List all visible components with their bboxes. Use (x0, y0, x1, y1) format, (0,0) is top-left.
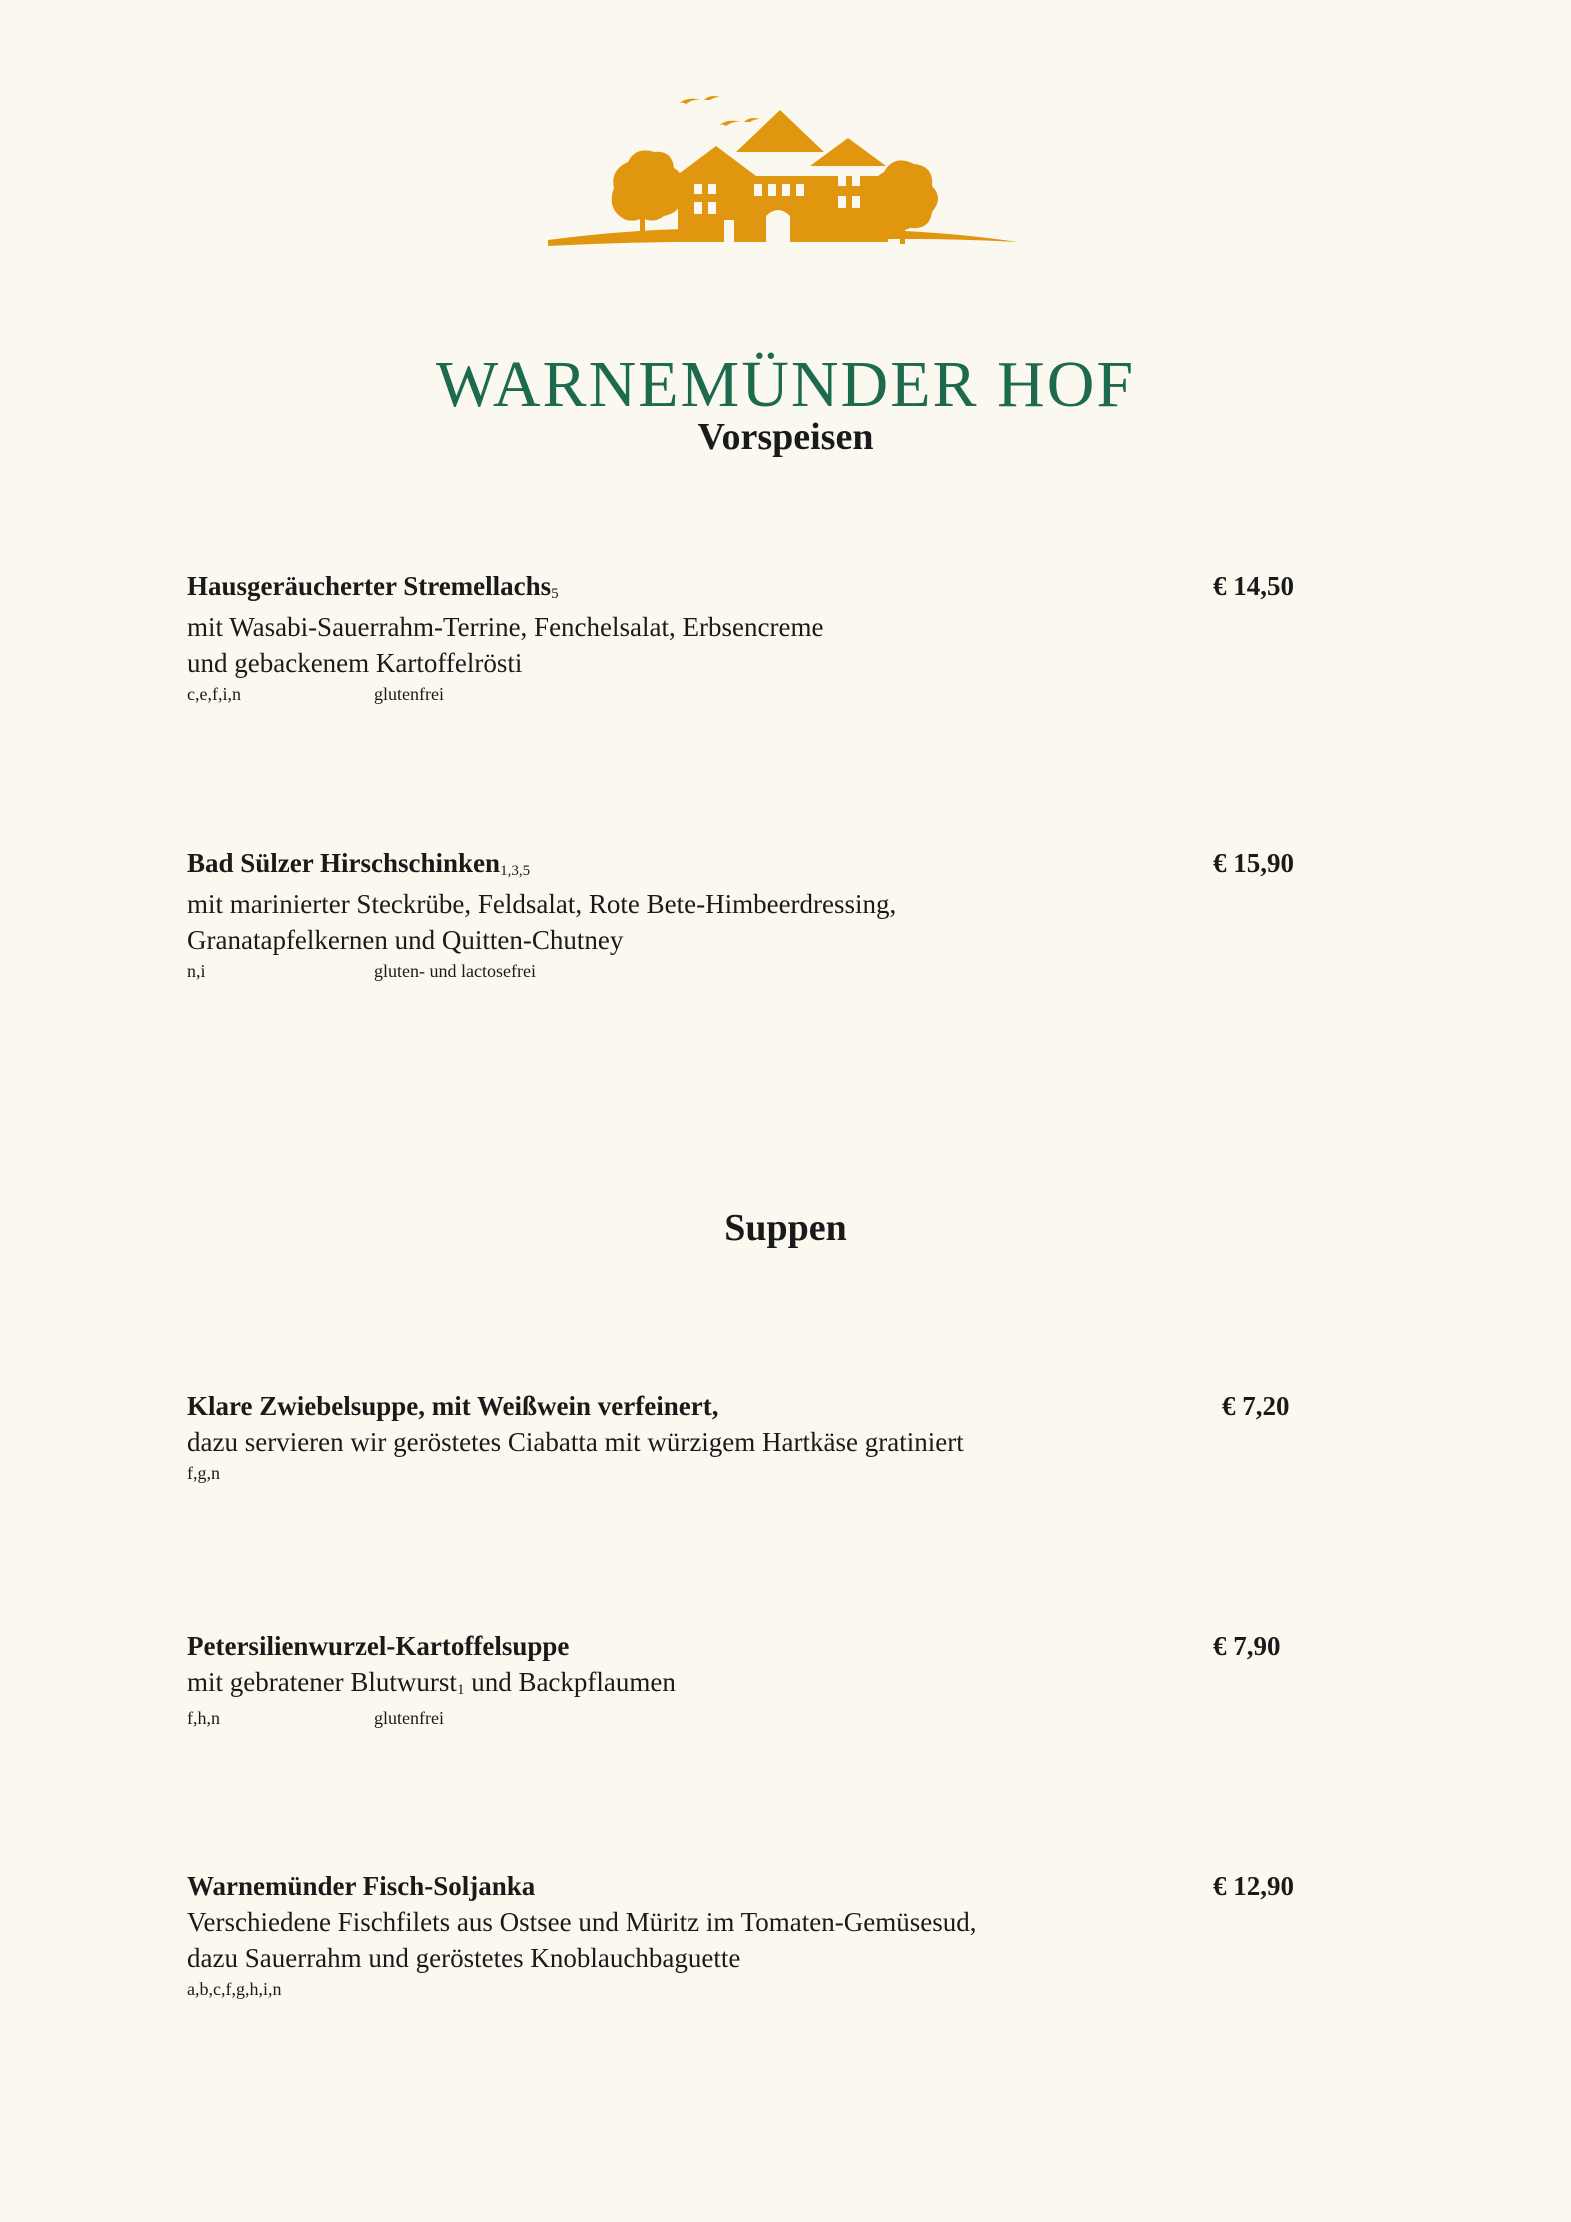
item-allergens: f,g,n (187, 1463, 220, 1483)
menu-item (187, 1388, 1337, 1486)
item-meta (187, 681, 1337, 707)
item-allergens: a,b,c,f,g,h,i,n (187, 1979, 282, 1999)
brand-name: WARNEMÜNDER HOF (435, 348, 1136, 421)
menu-item (187, 1868, 1337, 2002)
item-meta (187, 1460, 1337, 1486)
item-description-line: dazu Sauerrahm und geröstetes Knoblauchbaguette (187, 1943, 741, 1973)
item-description-line: Verschiedene Fischfilets aus Ostsee und Müritz im Tomaten-Gemüsesud, (187, 1907, 977, 1937)
item-description-line: Granatapfelkernen und Quitten-Chutney (187, 925, 624, 955)
logo (0, 80, 1571, 421)
item-diet: gluten- und lactosefrei (374, 961, 536, 981)
item-name: Klare Zwiebelsuppe, mit Weißwein verfeinert, (187, 1391, 719, 1421)
item-allergen-ref: 5 (551, 586, 559, 602)
item-allergen-ref: 1 (456, 1682, 465, 1698)
item-price: € 12,90 (1213, 1871, 1294, 1901)
item-allergens: f,h,n (187, 1708, 220, 1728)
item-name: Petersilienwurzel-Kartoffelsuppe (187, 1631, 570, 1661)
item-description-line: dazu servieren wir geröstetes Ciabatta mit würzigem Hartkäse gratiniert (187, 1427, 964, 1457)
item-description-line: mit gebratener Blutwurst$_1$ und Backpflaumen (187, 1667, 676, 1698)
item-allergens: n,i (187, 961, 206, 981)
section-title-vorspeisen: Vorspeisen (697, 416, 874, 458)
hotel-logo-icon (548, 90, 1018, 255)
section-title-suppen: Suppen (724, 1207, 847, 1249)
item-meta (187, 1976, 1337, 2002)
item-diet: glutenfrei (374, 1708, 444, 1728)
item-description-line: und gebackenem Kartoffelrösti (187, 648, 523, 678)
item-name: Bad Sülzer Hirschschinken$_{1,3,5}$ (187, 848, 531, 879)
menu-item (187, 568, 1337, 707)
item-price: € 15,90 (1213, 848, 1294, 878)
item-name: Warnemünder Fisch-Soljanka (187, 1871, 536, 1901)
item-allergens: c,e,f,i,n (187, 684, 241, 704)
item-allergen-ref: 1,3,5 (500, 863, 531, 879)
item-meta (187, 1705, 1337, 1731)
menu-item (187, 845, 1337, 984)
item-price: € 14,50 (1213, 571, 1294, 601)
item-price: € 7,20 (1222, 1391, 1290, 1421)
item-diet: glutenfrei (374, 684, 444, 704)
menu-item (187, 1628, 1337, 1731)
item-description-line: mit Wasabi-Sauerrahm-Terrine, Fenchelsalat, Erbsencreme (187, 612, 824, 642)
item-meta (187, 958, 1337, 984)
item-price: € 7,90 (1213, 1631, 1281, 1661)
item-description-line: mit marinierter Steckrübe, Feldsalat, Rote Bete-Himbeerdressing, (187, 889, 897, 919)
item-name: Hausgeräucherter Stremellachs$_5$ (187, 571, 559, 602)
